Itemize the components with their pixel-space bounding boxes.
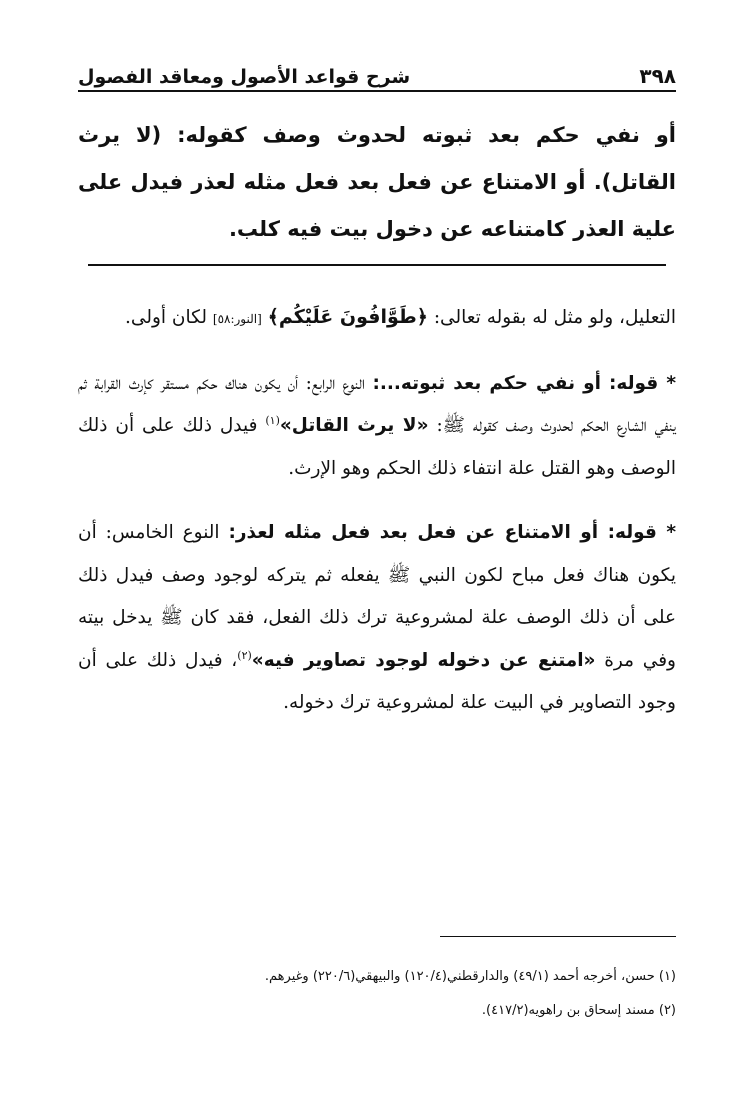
page-number: ٣٩٨ — [639, 64, 676, 88]
footnote-2: (٢) مسند إسحاق بن راهويه(٤١٧/٢). — [481, 1003, 676, 1018]
p2-lead: * قوله: أو نفي حكم بعد ثبوته...: — [372, 372, 676, 394]
footnotes — [78, 960, 676, 1028]
hadith-quote-2: «امتنع عن دخوله لوجود تصاوير فيه» — [251, 649, 596, 671]
sharh-paragraph-3 — [78, 512, 676, 725]
p1-end: لكان أولى. — [125, 307, 207, 328]
p1-start: التعليل، ولو مثل له بقوله تعالى: — [433, 307, 676, 328]
quran-reference: [النور:٥٨] — [212, 312, 262, 326]
matn-separator — [88, 264, 666, 266]
footnote-marker-1: (١) — [265, 413, 280, 427]
page-header — [78, 58, 676, 92]
footnote-separator — [440, 936, 676, 937]
p3-lead: * قوله: أو الامتناع عن فعل بعد فعل مثله لعذر: — [228, 522, 677, 543]
running-title: شرح قواعد الأصول ومعاقد الفصول — [78, 66, 411, 88]
matn-text: أو نفي حكم بعد ثبوته لحدوث وصف كقوله: (لا يرث القاتل). أو الامتناع عن فعل بعد فعل مثله لعذر فيدل على علية العذر كامتناعه عن دخول بيت فيه كلب. — [78, 123, 676, 241]
sharh-paragraph-2 — [78, 363, 676, 491]
quran-verse: ﴿طَوَّافُونَ عَلَيْكُم﴾ — [267, 306, 428, 328]
p3-text: النوع الخامس: أن يكون هناك فعل مباح لكون النبي ﷺ يفعله ثم يتركه لوجود وصف فيدل ذلك على أن ذلك الوصف علة لمشروعية ترك ذلك الفعل، فقد كان ﷺ يدخل بيته وفي مرة — [78, 522, 676, 671]
hadith-quote-1: «لا يرث القاتل» — [279, 415, 429, 436]
p3-end: ، فيدل ذلك على أن وجود التصاوير في البيت علة لمشروعية ترك دخوله. — [78, 649, 676, 713]
footnote-1: (١) حسن، أخرجه أحمد (٤٩/١) والدارقطني(١٢٠/٤) والبيهقي(٢٢٠/٦) وغيرهم. — [264, 969, 676, 984]
p2-text: النوع الرابع: أن يكون هناك حكم مستقر كإرث القرابة ثم ينفي الشارع الحكم لحدوث وصف كقوله ﷺ: — [78, 372, 676, 436]
p2-end: فيدل ذلك على أن ذلك الوصف وهو القتل علة انتفاء ذلك الحكم وهو الإرث. — [78, 415, 676, 479]
sharh-paragraph-1 — [78, 296, 676, 341]
footnote-marker-2: (٢) — [237, 648, 252, 662]
sharh-body — [78, 296, 676, 747]
